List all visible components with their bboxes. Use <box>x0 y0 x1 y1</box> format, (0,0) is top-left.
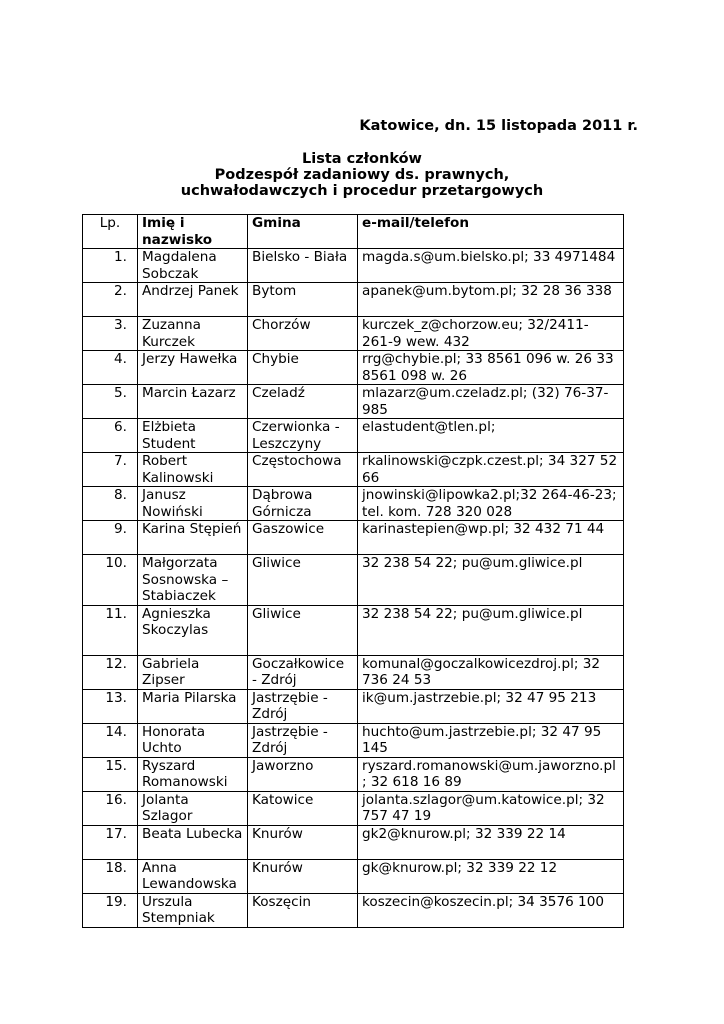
table-row <box>83 555 624 606</box>
row-number: 3. <box>83 317 138 351</box>
member-contact: huchto@um.jastrzebie.pl; 32 47 95 145 <box>358 723 624 757</box>
member-gmina: Knurów <box>248 825 358 859</box>
member-contact: rkalinowski@czpk.czest.pl; 34 327 52 66 <box>358 453 624 487</box>
member-name: Beata Lubecka <box>138 825 248 859</box>
member-contact: koszecin@koszecin.pl; 34 3576 100 <box>358 893 624 927</box>
member-gmina: Jastrzębie - Zdrój <box>248 689 358 723</box>
table-row <box>83 487 624 521</box>
member-gmina: Bielsko - Biała <box>248 249 358 283</box>
member-contact: jolanta.szlagor@um.katowice.pl; 32 757 47 19 <box>358 791 624 825</box>
member-gmina: Jaworzno <box>248 757 358 791</box>
table-row <box>83 859 624 893</box>
member-name: Zuzanna Kurczek <box>138 317 248 351</box>
column-header-lp: Lp. <box>83 215 138 249</box>
row-number: 14. <box>83 723 138 757</box>
table-header-row <box>83 215 624 249</box>
member-name: Honorata Uchto <box>138 723 248 757</box>
member-name: Małgorzata Sosnowska – Stabiaczek <box>138 555 248 606</box>
member-contact: komunal@goczalkowicezdroj.pl; 32 736 24 53 <box>358 655 624 689</box>
member-contact: 32 238 54 22; pu@um.gliwice.pl <box>358 555 624 606</box>
row-number: 19. <box>83 893 138 927</box>
member-name: Karina Stępień <box>138 521 248 555</box>
member-name: Urszula Stempniak <box>138 893 248 927</box>
table-row <box>83 723 624 757</box>
member-gmina: Bytom <box>248 283 358 317</box>
table-row <box>83 453 624 487</box>
document-title <box>0 151 724 199</box>
member-gmina: Częstochowa <box>248 453 358 487</box>
column-header-gmina: Gmina <box>248 215 358 249</box>
row-number: 16. <box>83 791 138 825</box>
member-name: Magdalena Sobczak <box>138 249 248 283</box>
row-number: 17. <box>83 825 138 859</box>
member-contact: 32 238 54 22; pu@um.gliwice.pl <box>358 605 624 655</box>
member-contact: ryszard.romanowski@um.jaworzno.pl; 32 618 16 89 <box>358 757 624 791</box>
member-gmina: Chybie <box>248 351 358 385</box>
table-row <box>83 249 624 283</box>
table-row <box>83 791 624 825</box>
member-gmina: Gliwice <box>248 605 358 655</box>
member-gmina: Gaszowice <box>248 521 358 555</box>
table-row <box>83 419 624 453</box>
table-row <box>83 605 624 655</box>
member-gmina: Chorzów <box>248 317 358 351</box>
member-contact: karinastepien@wp.pl; 32 432 71 44 <box>358 521 624 555</box>
member-gmina: Katowice <box>248 791 358 825</box>
member-name: Robert Kalinowski <box>138 453 248 487</box>
column-header-contact: e-mail/telefon <box>358 215 624 249</box>
row-number: 9. <box>83 521 138 555</box>
member-name: Anna Lewandowska <box>138 859 248 893</box>
member-gmina: Goczałkowice - Zdrój <box>248 655 358 689</box>
row-number: 5. <box>83 385 138 419</box>
member-contact: jnowinski@lipowka2.pl;32 264-46-23; tel. kom. 728 320 028 <box>358 487 624 521</box>
member-name: Maria Pilarska <box>138 689 248 723</box>
title-line-1: Lista członków <box>302 151 422 167</box>
member-contact: magda.s@um.bielsko.pl; 33 4971484 <box>358 249 624 283</box>
member-gmina: Koszęcin <box>248 893 358 927</box>
member-name: Ryszard Romanowski <box>138 757 248 791</box>
member-gmina: Jastrzębie - Zdrój <box>248 723 358 757</box>
member-gmina: Knurów <box>248 859 358 893</box>
row-number: 7. <box>83 453 138 487</box>
row-number: 1. <box>83 249 138 283</box>
table-row <box>83 385 624 419</box>
row-number: 4. <box>83 351 138 385</box>
table-row <box>83 893 624 927</box>
column-header-name: Imię i nazwisko <box>138 215 248 249</box>
member-contact: ik@um.jastrzebie.pl; 32 47 95 213 <box>358 689 624 723</box>
member-gmina: Czerwionka - Leszczyny <box>248 419 358 453</box>
title-line-2: Podzespół zadaniowy ds. prawnych, <box>214 167 510 183</box>
member-name: Agnieszka Skoczylas <box>138 605 248 655</box>
member-contact: apanek@um.bytom.pl; 32 28 36 338 <box>358 283 624 317</box>
table-row <box>83 689 624 723</box>
table-row <box>83 283 624 317</box>
row-number: 10. <box>83 555 138 606</box>
member-name: Jolanta Szlagor <box>138 791 248 825</box>
member-name: Marcin Łazarz <box>138 385 248 419</box>
member-contact: gk@knurow.pl; 32 339 22 12 <box>358 859 624 893</box>
member-contact: elastudent@tlen.pl; <box>358 419 624 453</box>
row-number: 18. <box>83 859 138 893</box>
row-number: 6. <box>83 419 138 453</box>
row-number: 12. <box>83 655 138 689</box>
table-row <box>83 825 624 859</box>
row-number: 2. <box>83 283 138 317</box>
table-row <box>83 317 624 351</box>
table-row <box>83 655 624 689</box>
member-contact: gk2@knurow.pl; 32 339 22 14 <box>358 825 624 859</box>
members-table <box>82 214 624 928</box>
member-name: Elżbieta Student <box>138 419 248 453</box>
document-date: Katowice, dn. 15 listopada 2011 r. <box>359 118 638 134</box>
member-contact: kurczek_z@chorzow.eu; 32/2411-261-9 wew. 432 <box>358 317 624 351</box>
row-number: 13. <box>83 689 138 723</box>
member-name: Andrzej Panek <box>138 283 248 317</box>
row-number: 11. <box>83 605 138 655</box>
member-name: Janusz Nowiński <box>138 487 248 521</box>
title-line-3: uchwałodawczych i procedur przetargowych <box>180 183 544 199</box>
member-contact: rrg@chybie.pl; 33 8561 096 w. 26 33 8561 098 w. 26 <box>358 351 624 385</box>
table-row <box>83 757 624 791</box>
member-gmina: Dąbrowa Górnicza <box>248 487 358 521</box>
member-gmina: Gliwice <box>248 555 358 606</box>
member-contact: mlazarz@um.czeladz.pl; (32) 76-37-985 <box>358 385 624 419</box>
row-number: 8. <box>83 487 138 521</box>
row-number: 15. <box>83 757 138 791</box>
table-row <box>83 521 624 555</box>
member-name: Gabriela Zipser <box>138 655 248 689</box>
member-gmina: Czeladź <box>248 385 358 419</box>
table-row <box>83 351 624 385</box>
member-name: Jerzy Hawełka <box>138 351 248 385</box>
